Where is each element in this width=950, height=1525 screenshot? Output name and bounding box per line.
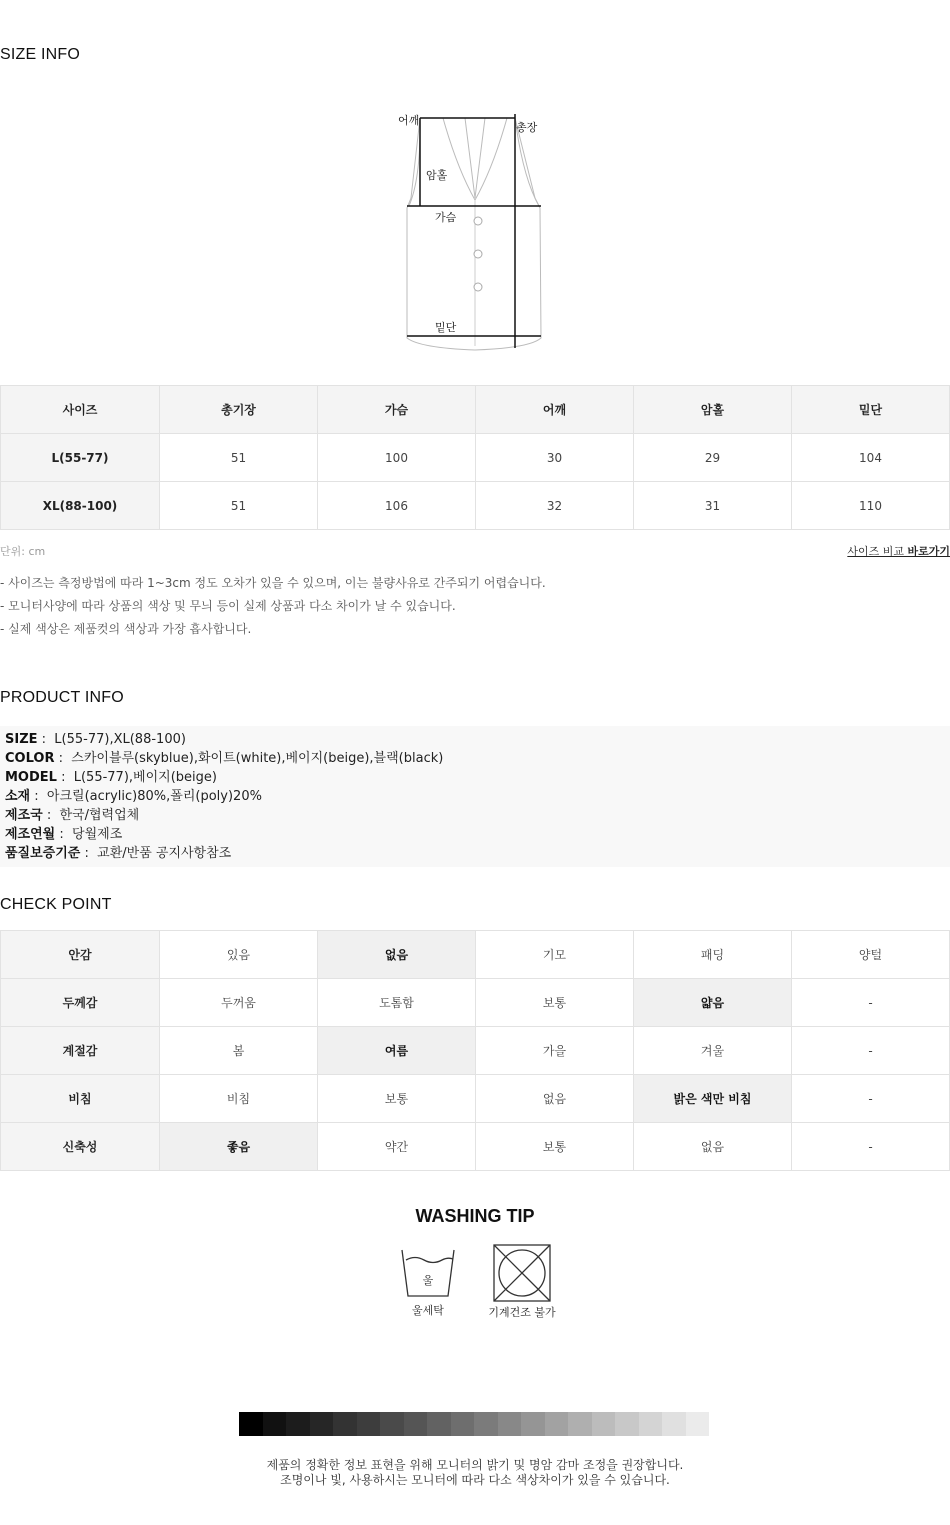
option-cell: 겨울	[634, 1027, 792, 1075]
info-row: 품질보증기준 : 교환/반품 공지사항참조	[5, 846, 232, 861]
gray-swatch	[380, 1412, 404, 1436]
table-row	[1, 1123, 950, 1171]
gray-swatch	[568, 1412, 592, 1436]
gray-swatch	[239, 1412, 263, 1436]
gray-swatch	[286, 1412, 310, 1436]
check-label-cell: 계절감	[1, 1027, 160, 1075]
no-machine-dry	[483, 1244, 561, 1320]
info-value: 당월제조	[72, 827, 123, 842]
gray-swatch	[333, 1412, 357, 1436]
check-point-title: CHECK POINT	[0, 896, 112, 913]
check-label-cell: 두께감	[1, 979, 160, 1027]
option-cell: -	[792, 979, 950, 1027]
note-line: - 사이즈는 측정방법에 따라 1~3cm 정도 오차가 있을 수 있으며, 이는 불량사유로 간주되기 어렵습니다.	[0, 576, 546, 590]
monitor-notice-line: 제품의 정확한 정보 표현을 위해 모니터의 밝기 및 명암 감마 조정을 권장합니다.	[266, 1458, 684, 1472]
gray-swatch	[451, 1412, 475, 1436]
option-cell: 보통	[476, 979, 634, 1027]
wool-wash-caption: 울세탁	[412, 1304, 444, 1317]
info-value: L(55-77),베이지(beige)	[73, 770, 217, 785]
diagram-label-hem: 밑단	[435, 321, 457, 334]
diagram-label-shoulder: 어깨	[398, 114, 420, 127]
option-cell: 도톰함	[318, 979, 476, 1027]
gray-swatch	[686, 1412, 710, 1436]
size-label-cell: XL(88-100)	[1, 482, 160, 530]
info-key: 제조국	[5, 808, 43, 823]
option-cell: 가을	[476, 1027, 634, 1075]
value-cell: 32	[476, 482, 634, 530]
size-table-header	[1, 386, 950, 434]
diagram-label-chest: 가슴	[435, 211, 457, 224]
gray-swatch	[427, 1412, 451, 1436]
gray-swatch	[404, 1412, 428, 1436]
product-info-title: PRODUCT INFO	[0, 689, 124, 706]
washing-tip-title: WASHING TIP	[415, 1206, 535, 1226]
table-row	[1, 482, 950, 530]
option-cell: 없음	[318, 931, 476, 979]
info-row: MODEL : L(55-77),베이지(beige)	[5, 770, 217, 785]
option-cell: -	[792, 1027, 950, 1075]
gray-swatch	[521, 1412, 545, 1436]
note-line: - 실제 색상은 제품컷의 색상과 가장 흡사합니다.	[0, 622, 252, 636]
info-row: SIZE : L(55-77),XL(88-100)	[5, 732, 186, 747]
grayscale-swatch-bar	[239, 1412, 709, 1436]
option-cell: 보통	[476, 1123, 634, 1171]
option-cell: 보통	[318, 1075, 476, 1123]
option-cell: 양털	[792, 931, 950, 979]
info-key: MODEL	[5, 770, 57, 785]
info-key: 소재	[5, 789, 31, 804]
check-label-cell: 비침	[1, 1075, 160, 1123]
header-cell: 암홀	[634, 386, 792, 434]
value-cell: 100	[318, 434, 476, 482]
no-machine-dry-icon	[483, 1244, 561, 1302]
option-cell: 밝은 색만 비침	[634, 1075, 792, 1123]
option-cell: 기모	[476, 931, 634, 979]
option-cell: 있음	[160, 931, 318, 979]
info-row: 제조연월 : 당월제조	[5, 827, 123, 842]
option-cell: 좋음	[160, 1123, 318, 1171]
info-row: 소재 : 아크릴(acrylic)80%,폴리(poly)20%	[5, 789, 262, 804]
value-cell: 104	[792, 434, 950, 482]
option-cell: 약간	[318, 1123, 476, 1171]
value-cell: 106	[318, 482, 476, 530]
table-row	[1, 1027, 950, 1075]
info-row: 제조국 : 한국/협력업체	[5, 808, 140, 823]
option-cell: 비침	[160, 1075, 318, 1123]
info-value: 한국/협력업체	[59, 808, 140, 823]
size-compare-go: 바로가기	[907, 545, 950, 558]
info-key: 제조연월	[5, 827, 56, 842]
size-compare-link[interactable]	[847, 543, 950, 559]
note-line: - 모니터사양에 따라 상품의 색상 및 무늬 등이 실제 상품과 다소 차이가 날 수 있습니다.	[0, 599, 456, 613]
option-cell: -	[792, 1123, 950, 1171]
gray-swatch	[263, 1412, 287, 1436]
check-label-cell: 안감	[1, 931, 160, 979]
diagram-label-armhole: 암홀	[426, 169, 448, 182]
gray-swatch	[639, 1412, 663, 1436]
size-notes	[0, 575, 546, 644]
value-cell: 29	[634, 434, 792, 482]
gray-swatch	[498, 1412, 522, 1436]
gray-swatch	[357, 1412, 381, 1436]
size-compare-prefix: 사이즈 비교	[847, 545, 904, 558]
option-cell: 봄	[160, 1027, 318, 1075]
check-point-table	[0, 930, 950, 1171]
header-cell: 사이즈	[1, 386, 160, 434]
option-cell: -	[792, 1075, 950, 1123]
wool-wash-icon	[398, 1246, 458, 1300]
wool-wash	[398, 1246, 458, 1318]
info-key: SIZE	[5, 732, 38, 747]
vest-outline-icon	[395, 108, 555, 358]
option-cell: 패딩	[634, 931, 792, 979]
size-info-title: SIZE INFO	[0, 46, 81, 63]
diagram-label-length: 총장	[516, 121, 538, 134]
no-machine-dry-caption: 기계건조 불가	[488, 1306, 556, 1319]
monitor-notice	[0, 1458, 950, 1488]
info-key: 품질보증기준	[5, 846, 81, 861]
gray-swatch	[592, 1412, 616, 1436]
header-cell: 밑단	[792, 386, 950, 434]
value-cell: 30	[476, 434, 634, 482]
value-cell: 110	[792, 482, 950, 530]
gray-swatch	[662, 1412, 686, 1436]
gray-swatch	[545, 1412, 569, 1436]
size-label-cell: L(55-77)	[1, 434, 160, 482]
option-cell: 두꺼움	[160, 979, 318, 1027]
table-row	[1, 931, 950, 979]
info-row: COLOR : 스카이블루(skyblue),화이트(white),베이지(beige),블랙(black)	[5, 751, 444, 766]
header-cell: 총기장	[160, 386, 318, 434]
info-value: 아크릴(acrylic)80%,폴리(poly)20%	[46, 789, 262, 804]
monitor-notice-line: 조명이나 빛, 사용하시는 모니터에 따라 다소 색상차이가 있을 수 있습니다.	[280, 1473, 670, 1487]
value-cell: 51	[160, 434, 318, 482]
table-row	[1, 434, 950, 482]
info-value: 스카이블루(skyblue),화이트(white),베이지(beige),블랙(black)	[71, 751, 444, 766]
option-cell: 여름	[318, 1027, 476, 1075]
wool-wash-symbol: 울	[422, 1274, 434, 1287]
gray-swatch	[310, 1412, 334, 1436]
vest-size-diagram	[395, 108, 555, 358]
value-cell: 51	[160, 482, 318, 530]
option-cell: 없음	[476, 1075, 634, 1123]
option-cell: 얇음	[634, 979, 792, 1027]
table-row	[1, 979, 950, 1027]
product-info-box	[0, 726, 950, 867]
header-cell: 가슴	[318, 386, 476, 434]
unit-label: 단위: cm	[0, 545, 46, 558]
option-cell: 없음	[634, 1123, 792, 1171]
gray-swatch	[474, 1412, 498, 1436]
info-key: COLOR	[5, 751, 55, 766]
header-cell: 어깨	[476, 386, 634, 434]
check-label-cell: 신축성	[1, 1123, 160, 1171]
size-table	[0, 385, 950, 530]
value-cell: 31	[634, 482, 792, 530]
info-value: 교환/반품 공지사항참조	[97, 846, 232, 861]
gray-swatch	[615, 1412, 639, 1436]
table-row	[1, 1075, 950, 1123]
info-value: L(55-77),XL(88-100)	[54, 732, 186, 747]
